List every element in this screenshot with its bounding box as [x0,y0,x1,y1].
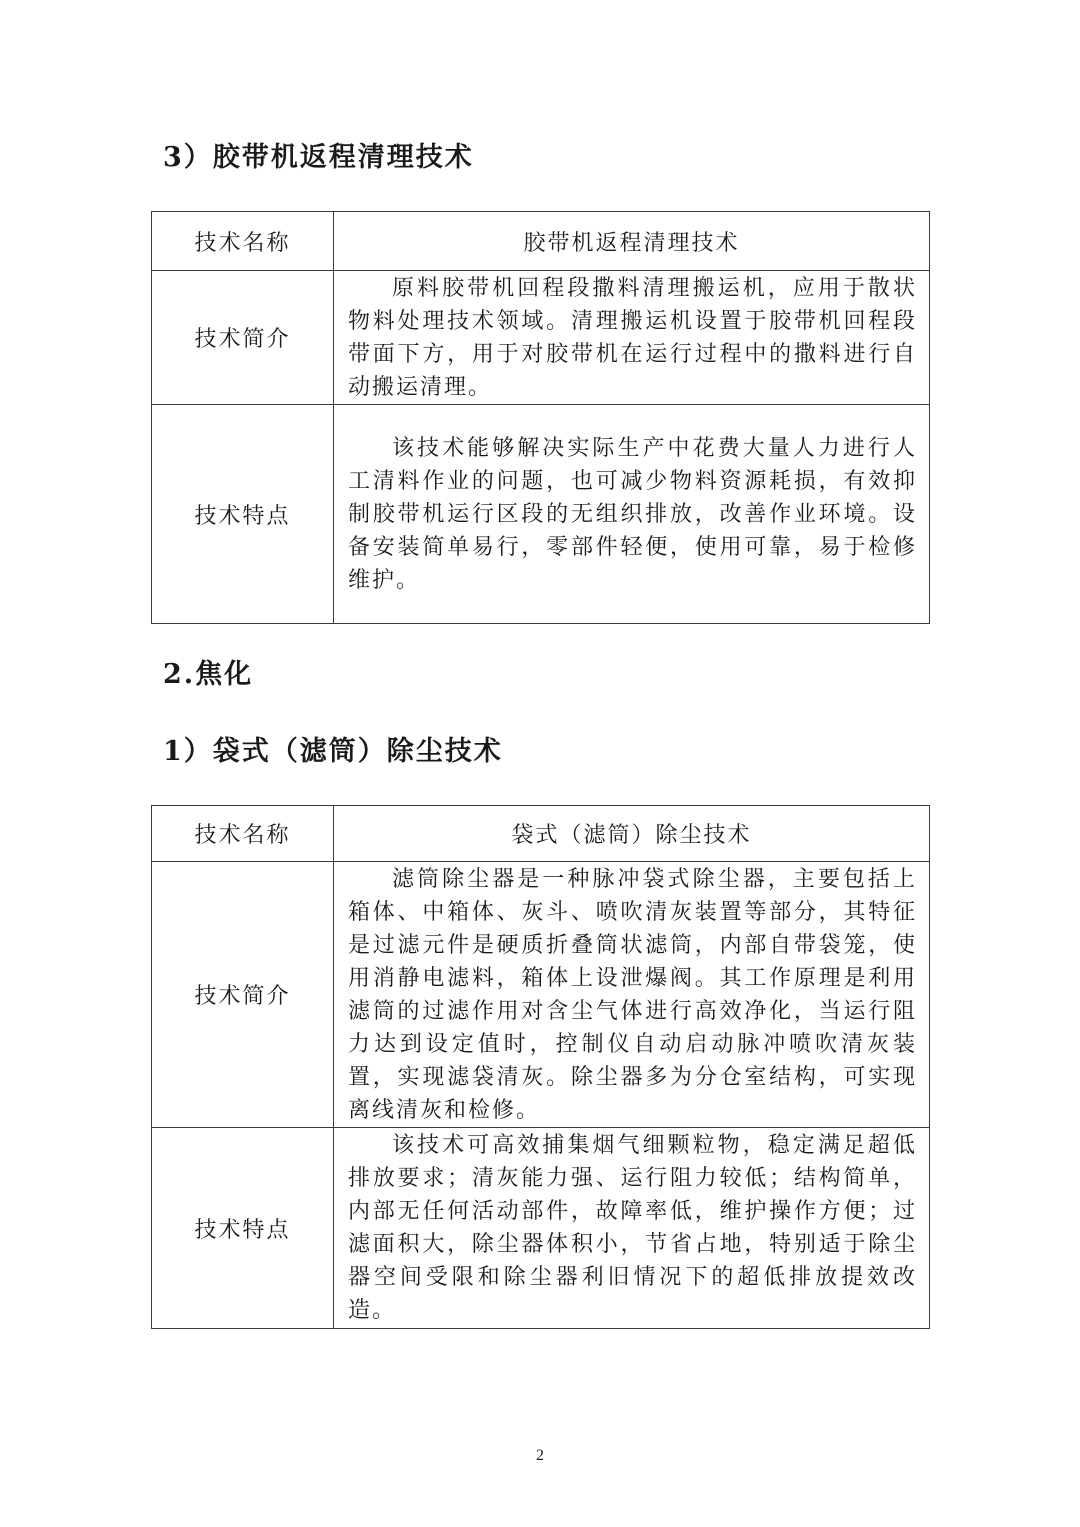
tech-intro-text: 滤筒除尘器是一种脉冲袋式除尘器，主要包括上箱体、中箱体、灰斗、喷吹清灰装置等部分，其特征是过滤元件是硬质折叠筒状滤筒，内部自带袋笼，使用消静电滤料，箱体上设泄爆阀。其工作原理是利用滤筒的过滤作用对含尘气体进行高效净化，当运行阻力达到设定值时，控制仪自动启动脉冲喷吹清灰装置，实现滤袋清灰。除尘器多为分仓室结构，可实现离线清灰和检修。 [334,862,930,1128]
tech-features-label: 技术特点 [152,405,334,624]
section-heading-belt-cleaning: 3）胶带机返程清理技术 [163,142,474,173]
tech-name-value: 袋式（滤筒）除尘技术 [334,806,930,862]
table-row [152,806,930,862]
tech-features-text: 该技术可高效捕集烟气细颗粒物，稳定满足超低排放要求；清灰能力强、运行阻力较低；结构简单，内部无任何活动部件，故障率低，维护操作方便；过滤面积大，除尘器体积小，节省占地，特别适于除尘器空间受限和除尘器利旧情况下的超低排放提效改造。 [334,1128,930,1329]
tech-features-label: 技术特点 [152,1128,334,1329]
tech-intro-label: 技术简介 [152,271,334,405]
section-heading-coking: 2.焦化 [163,659,254,690]
tech-name-value: 胶带机返程清理技术 [334,212,930,271]
table-row [152,1128,930,1329]
tech-intro-label: 技术简介 [152,862,334,1128]
table-row [152,212,930,271]
tech-name-label: 技术名称 [152,212,334,271]
tech-table-belt-cleaning [151,211,930,624]
tech-table-bag-dust-removal [151,805,930,1329]
table-row [152,271,930,405]
page-number: 2 [536,1447,544,1464]
tech-intro-text: 原料胶带机回程段撒料清理搬运机，应用于散状物料处理技术领域。清理搬运机设置于胶带机回程段带面下方，用于对胶带机在运行过程中的撒料进行自动搬运清理。 [334,271,930,405]
table-row [152,405,930,624]
tech-features-text: 该技术能够解决实际生产中花费大量人力进行人工清料作业的问题，也可减少物料资源耗损，有效抑制胶带机运行区段的无组织排放，改善作业环境。设备安装简单易行，零部件轻便，使用可靠，易于检修维护。 [334,405,930,624]
section-heading-bag-dust-removal: 1）袋式（滤筒）除尘技术 [163,736,503,767]
tech-name-label: 技术名称 [152,806,334,862]
table-row [152,862,930,1128]
